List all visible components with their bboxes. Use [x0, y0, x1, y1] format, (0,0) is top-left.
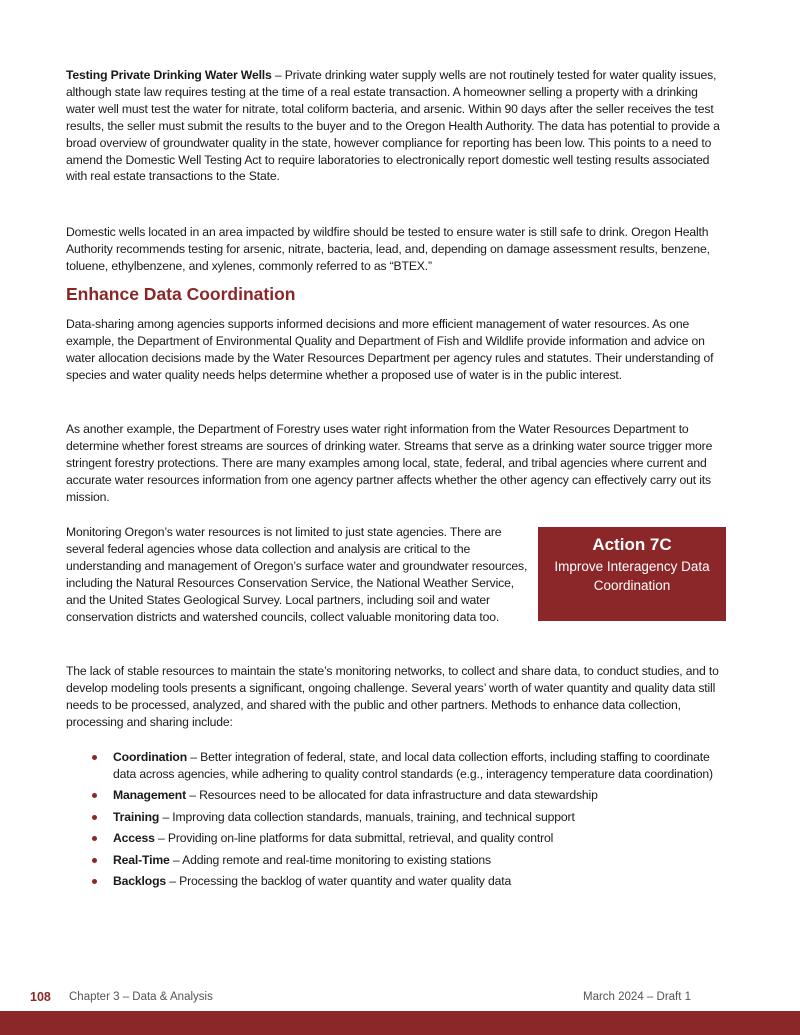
list-item — [92, 852, 732, 869]
action-subtitle: Improve Interagency Data Coordination — [554, 559, 710, 593]
bullet-term: Management — [113, 788, 186, 803]
bullet-term: Coordination — [113, 750, 188, 764]
footer-chapter: Chapter 3 – Data & Analysis — [69, 991, 213, 1003]
bullet-text: – Better integration of federal, state, and local data collection efforts, including staffing to coordinate data across agencies, while adhering to quality control standards (e.g., interagency temperature data coordination) — [113, 750, 713, 781]
paragraph-4: The lack of stable resources to maintain the state’s monitoring networks, to collect and share data, to conduct studies, and to develop modeling tools presents a significant, ongoing challenge. Several years’ worth of water quantity and quality data still needs to be processed, analyzed, and shared with the public and other partners. Methods to enhance data collection, processing and sharing include: — [66, 664, 719, 729]
list-item — [92, 809, 732, 826]
list-item — [92, 749, 732, 783]
footer-bar — [0, 1011, 800, 1035]
wells-body: – Private drinking water supply wells are not routinely tested for water quality issues, although state law requires testing at the time of a real estate transaction. A homeowner selling a property with a drinking water well must test the water for nitrate, total coliform bacteria, and arsenic. Within 90 days after the seller receives the test results, the seller must submit the results to the buyer and to the Oregon Health Authority. The data has potential to provide a broad overview of groundwater quality in the state, however compliance for reporting has been low. This points to a need to amend the Domestic Well Testing Act to require laboratories to electronically report domestic well testing results associated with real estate transactions to the State. — [66, 68, 720, 184]
bullet-icon — [92, 793, 97, 798]
bullet-icon — [92, 815, 97, 820]
page-number: 108 — [30, 990, 51, 1004]
wildfire-paragraph: Domestic wells located in an area impacted by wildfire should be tested to ensure water is still safe to drink. Oregon Health Authority recommends testing for arsenic, nitrate, bacteria, lead, and, depending on damage assessment results, benzene, toluene, ethylbenzene, and xylenes, commonly referred to as “BTEX.” — [66, 225, 710, 273]
bullet-text: – Processing the backlog of water quantity and water quality data — [166, 873, 512, 888]
bullet-icon — [92, 858, 97, 863]
bullet-term: Real-Time — [113, 852, 170, 867]
bullet-term: Training — [113, 809, 160, 824]
bullet-text: – Adding remote and real-time monitoring to existing stations — [169, 852, 491, 867]
wells-title: Testing Private Drinking Water Wells — [66, 68, 272, 82]
bullet-text: – Providing on-line platforms for data submittal, retrieval, and quality control — [154, 831, 554, 846]
wells-paragraph — [66, 67, 728, 185]
bullet-term: Backlogs — [113, 873, 166, 888]
paragraph-2: As another example, the Department of Forestry uses water right information from the Water Resources Department to determine whether forest streams are sources of drinking water. Streams that serve as a drinking water source trigger more stringent forestry protections. There are many examples among local, state, federal, and tribal agencies where current and accurate water resources information from one agency partner affects whether the other agency can effectively carry out its mission. — [66, 422, 713, 504]
section-heading: Enhance Data Coordination — [66, 284, 296, 304]
bullet-icon — [92, 836, 97, 841]
bullet-icon — [92, 879, 97, 884]
bullet-text: – Resources need to be allocated for data infrastructure and data stewardship — [186, 788, 598, 803]
action-callout — [538, 527, 726, 621]
methods-list — [92, 749, 732, 894]
list-item — [92, 873, 732, 890]
bullet-text: – Improving data collection standards, manuals, training, and technical support — [159, 809, 575, 824]
action-title: Action 7C — [592, 535, 672, 554]
list-item — [92, 830, 732, 847]
list-item — [92, 787, 732, 804]
footer-date: March 2024 – Draft 1 — [583, 991, 692, 1003]
bullet-term: Access — [113, 831, 155, 846]
paragraph-1: Data-sharing among agencies supports informed decisions and more efficient management of water resources. As one example, the Department of Environmental Quality and Department of Fish and Wildlife provide information and advice on water allocation decisions made by the Water Resources Department per agency rules and statutes. Their understanding of species and water quality needs helps determine whether a proposed use of water is in the public interest. — [66, 317, 714, 382]
bullet-icon — [92, 755, 97, 760]
paragraph-3: Monitoring Oregon’s water resources is not limited to just state agencies. There are several federal agencies whose data collection and analysis are critical to the understanding and management of Oregon’s surface water and groundwater resources, including the Natural Resources Conservation Service, the National Weather Service, and the United States Geological Survey. Local partners, including soil and water conservation districts and watershed councils, collect valuable monitoring data too. — [66, 525, 528, 624]
